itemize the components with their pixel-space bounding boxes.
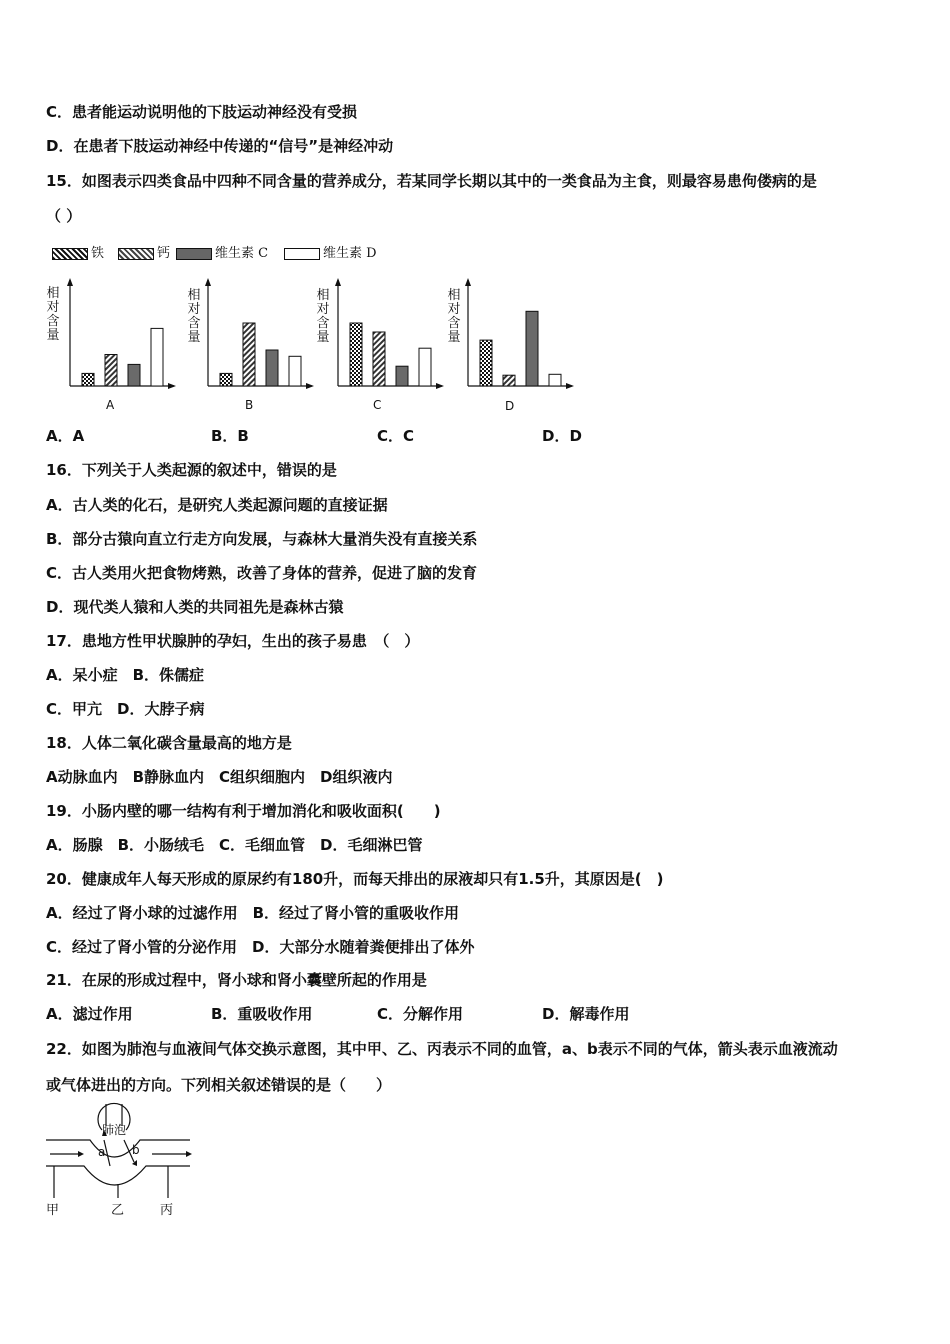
bar-a-vitamin-c [128,364,140,386]
alveolus-diagram [40,1100,200,1220]
q15-option-c[interactable]: C．C [377,427,415,445]
bar-b-iron [220,373,232,386]
q22-stem-cont: 或气体进出的方向。下列相关叙述错误的是（ ） [46,1076,392,1094]
x-axis-arrow-b [306,383,314,389]
q15-stem-cont: （ ） [46,207,82,225]
x-axis-arrow-d [566,383,574,389]
q17-options-ab[interactable]: A．呆小症 B．侏儒症 [46,666,205,684]
bar-c-iron [350,323,362,386]
panel-label-c: C [373,398,382,412]
x-axis-arrow-c [436,383,444,389]
y-axis-label-a: 相对含量 [46,286,60,343]
y-axis-arrow-c [335,278,341,286]
q21-option-b[interactable]: B．重吸收作用 [211,1005,313,1023]
vessel-label-jia: 甲 [46,1203,60,1218]
legend-vitamin-d: 维生素 D [323,246,377,261]
vessel-label-bing: 丙 [160,1203,174,1218]
bar-a-calcium [105,355,117,387]
q14-option-c: C．患者能运动说明他的下肢运动神经没有受损 [46,103,358,121]
q16-option-d[interactable]: D．现代类人猿和人类的共同祖先是森林古猿 [46,598,344,616]
panel-label-d: D [505,399,515,413]
y-axis-label-b: 相对含量 [187,288,201,345]
q16-stem: 16．下列关于人类起源的叙述中，错误的是 [46,461,337,479]
alveolus-label: 肺泡 [102,1123,127,1137]
q17-stem: 17．患地方性甲状腺肿的孕妇，生出的孩子易患 （ ） [46,632,420,650]
legend-vitamin-c: 维生素 C [215,246,269,261]
nutrient-bar-charts [0,270,620,420]
legend-calcium: 钙 [157,246,171,261]
q16-option-b[interactable]: B．部分古猿向直立行走方向发展，与森林大量消失没有直接关系 [46,530,478,548]
bar-d-vitamin-c [526,311,538,386]
gas-label-b: b [132,1143,140,1157]
gas-label-a: a [98,1145,106,1159]
q21-option-c[interactable]: C．分解作用 [377,1005,464,1023]
bar-b-calcium [243,323,255,386]
x-axis-arrow-a [168,383,176,389]
q21-option-d[interactable]: D．解毒作用 [542,1005,630,1023]
panel-label-a: A [106,398,115,412]
q18-stem: 18．人体二氧化碳含量最高的地方是 [46,734,292,752]
q21-option-a[interactable]: A．滤过作用 [46,1005,133,1023]
bar-d-calcium [503,375,515,386]
vessel-label-yi: 乙 [111,1203,125,1218]
q22-stem: 22．如图为肺泡与血液间气体交换示意图，其中甲、乙、丙表示不同的血管，a、b表示不同的气体，箭头表示血液流动 [46,1040,838,1058]
q16-option-a[interactable]: A．古人类的化石，是研究人类起源问题的直接证据 [46,496,388,514]
y-axis-arrow-b [205,278,211,286]
q15-stem: 15．如图表示四类食品中四种不同含量的营养成分，若某同学长期以其中的一类食品为主食，则最容易患佝偻病的是 [46,172,817,190]
y-axis-label-c: 相对含量 [316,288,330,345]
bar-a-iron [82,373,94,386]
bar-c-vitamin-d [419,348,431,386]
legend-swatch-vitamin-c [176,248,212,260]
legend-swatch-vitamin-d [284,248,320,260]
bar-b-vitamin-c [266,350,278,386]
bar-c-calcium [373,332,385,386]
legend-swatch-calcium [118,248,154,260]
q19-options[interactable]: A．肠腺 B．小肠绒毛 C．毛细血管 D．毛细淋巴管 [46,836,423,854]
q15-option-d[interactable]: D．D [542,427,582,445]
q21-stem: 21．在尿的形成过程中，肾小球和肾小囊壁所起的作用是 [46,971,427,989]
q20-options-ab[interactable]: A．经过了肾小球的过滤作用 B．经过了肾小管的重吸收作用 [46,904,460,922]
legend-iron: 铁 [91,246,105,261]
bar-c-vitamin-c [396,366,408,386]
q15-option-b[interactable]: B．B [211,427,249,445]
q19-stem: 19．小肠内壁的哪一结构有利于增加消化和吸收面积( ) [46,802,441,820]
q14-option-d: D．在患者下肢运动神经中传递的“信号”是神经冲动 [46,137,394,155]
y-axis-label-d: 相对含量 [447,288,461,345]
bar-d-vitamin-d [549,374,561,386]
q18-options[interactable]: A动脉血内 B静脉血内 C组织细胞内 D组织液内 [46,768,393,786]
q17-options-cd[interactable]: C．甲亢 D．大脖子病 [46,700,205,718]
y-axis-arrow-a [67,278,73,286]
bar-a-vitamin-d [151,328,163,386]
q16-option-c[interactable]: C．古人类用火把食物烤熟，改善了身体的营养，促进了脑的发育 [46,564,478,582]
legend-swatch-iron [52,248,88,260]
q20-stem: 20．健康成年人每天形成的原尿约有180升，而每天排出的尿液却只有1.5升，其原因是( ) [46,870,664,888]
q15-option-a[interactable]: A．A [46,427,85,445]
bar-d-iron [480,340,492,386]
bar-b-vitamin-d [289,356,301,386]
y-axis-arrow-d [465,278,471,286]
q20-options-cd[interactable]: C．经过了肾小管的分泌作用 D．大部分水随着粪便排出了体外 [46,938,475,956]
panel-label-b: B [245,398,254,412]
